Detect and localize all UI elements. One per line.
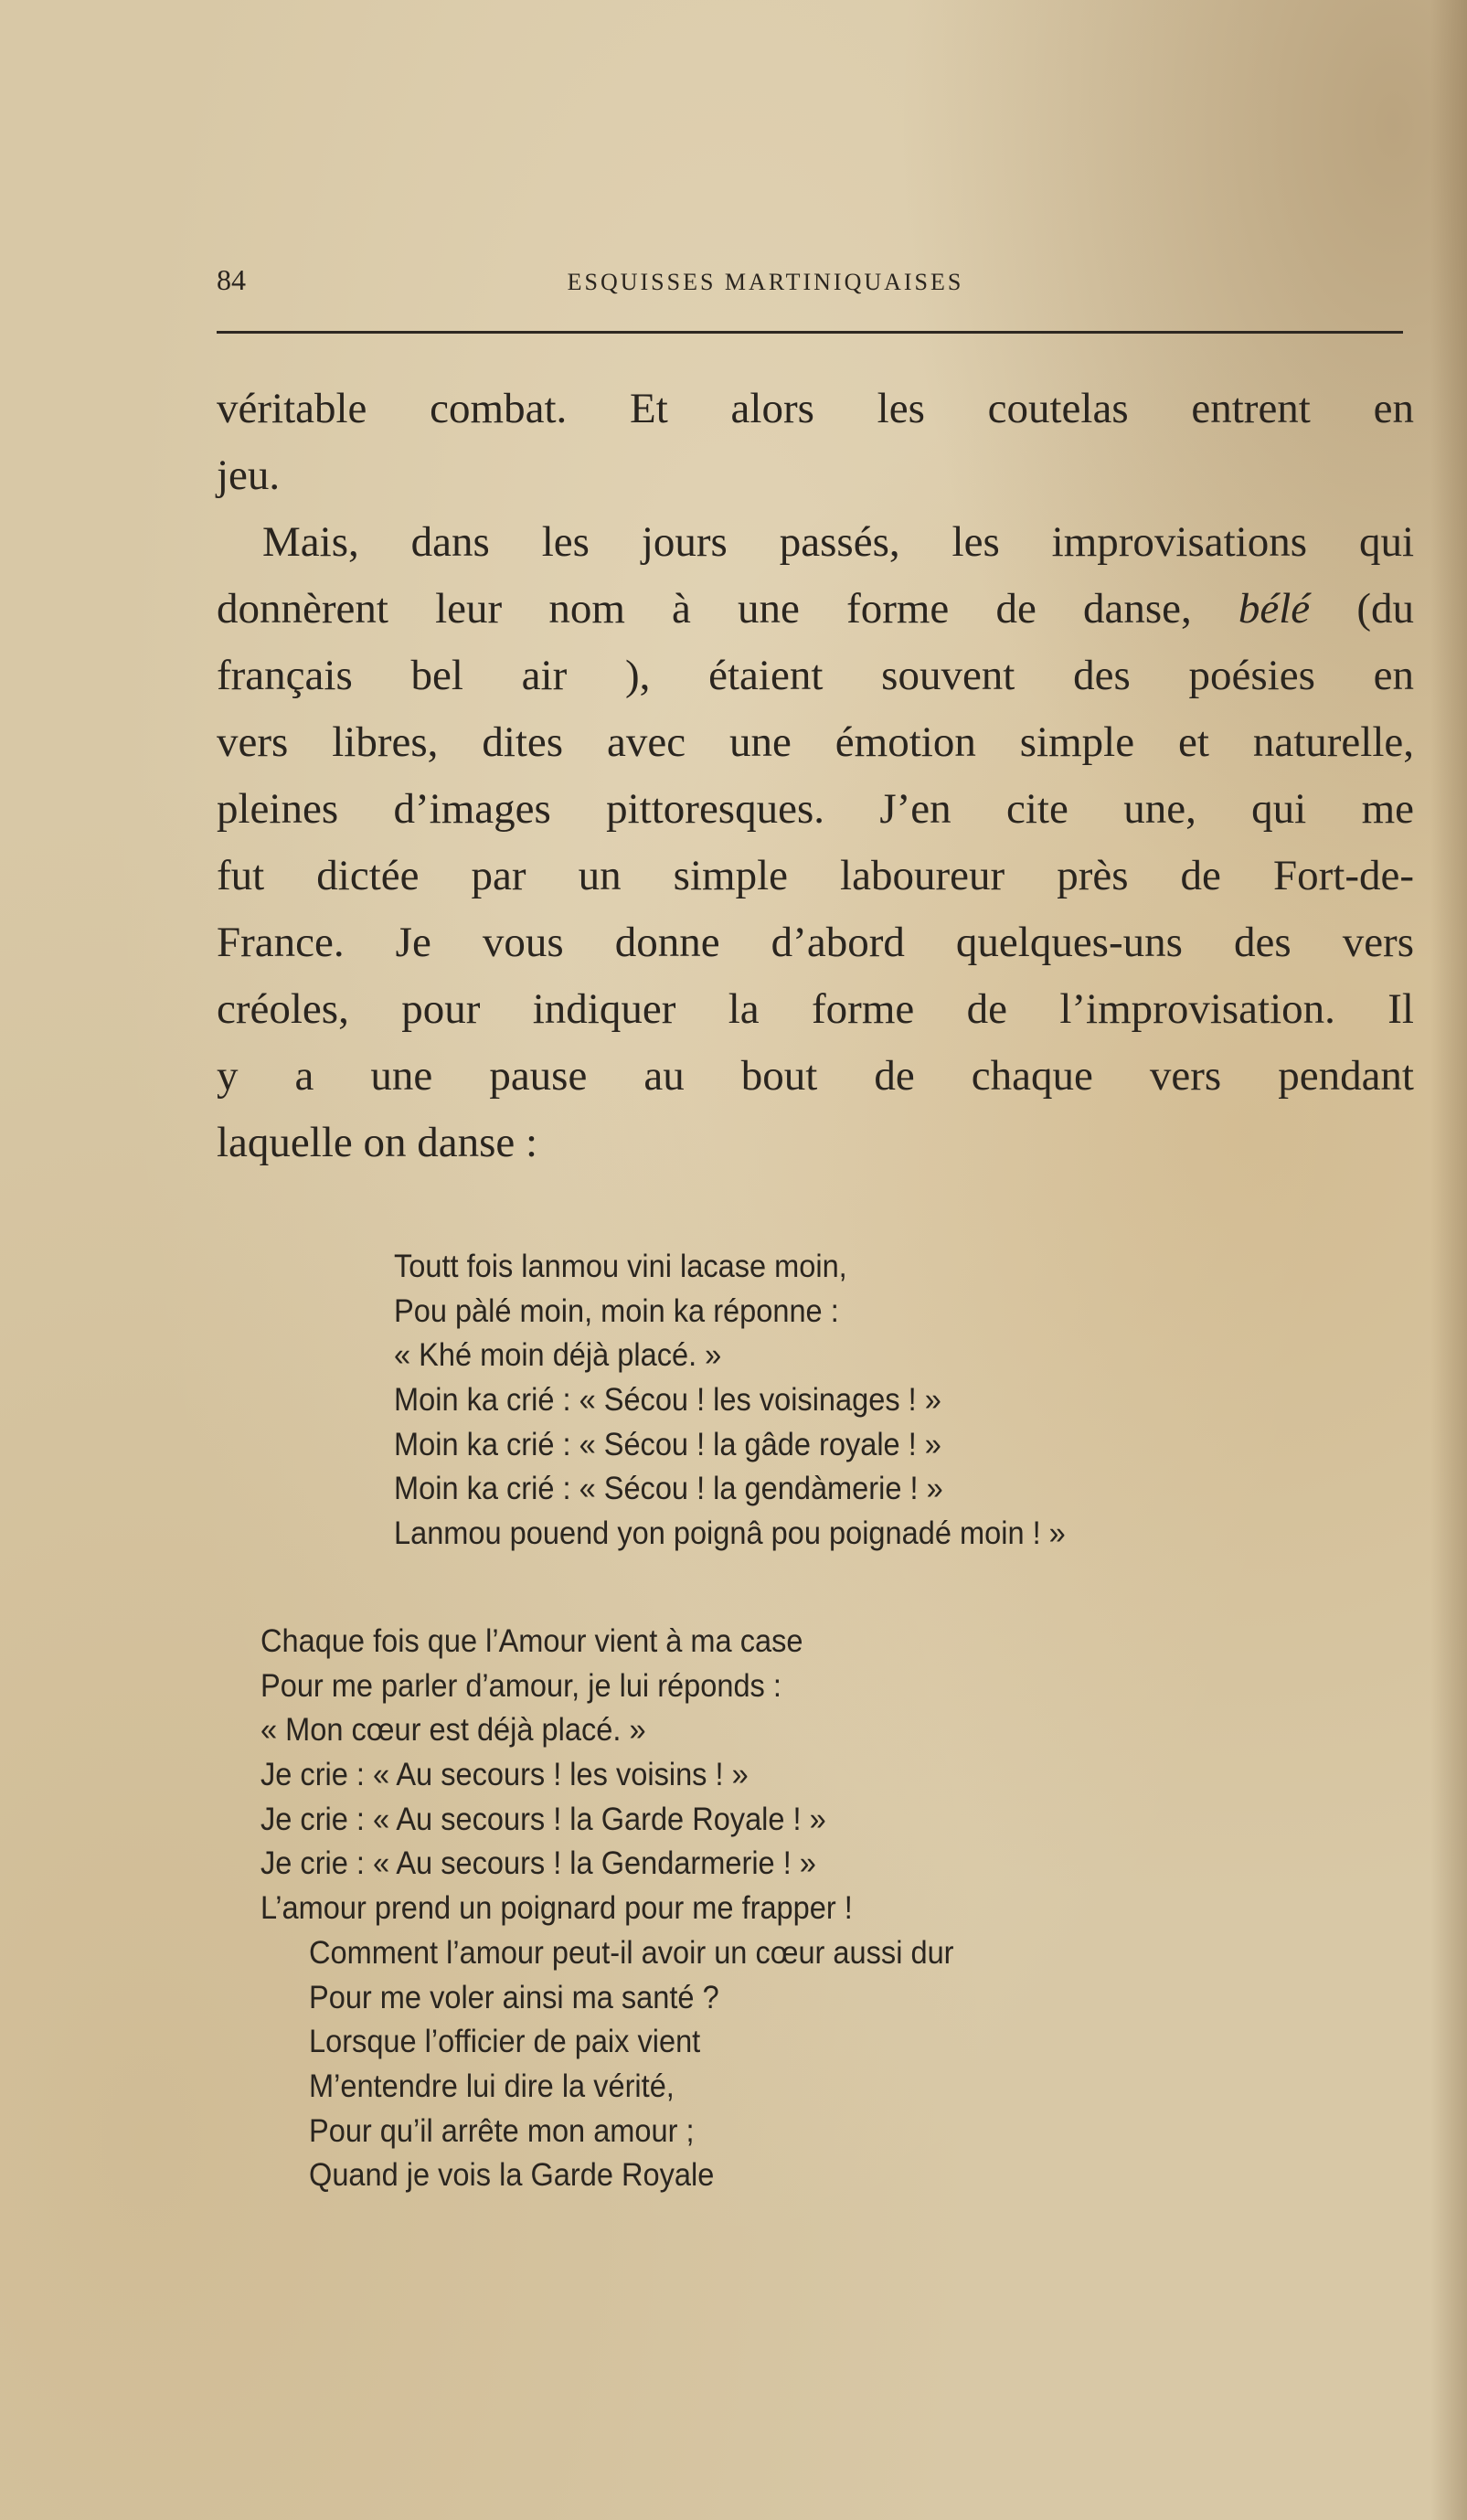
poem-line: M’entendre lui dire la vérité, bbox=[309, 2068, 675, 2104]
prose-line: créoles, pour indiquer la forme de l’improvisation. Il bbox=[217, 985, 1414, 1033]
poem-line: Pour me voler ainsi ma santé ? bbox=[309, 1979, 719, 2015]
poem-line: Lorsque l’officier de paix vient bbox=[309, 2024, 701, 2060]
poem-line: Moin ka crié : « Sécou ! les voisinages ! » bbox=[394, 1382, 941, 1419]
prose-line bbox=[217, 576, 1414, 643]
poem-line: Quand je vois la Garde Royale bbox=[309, 2157, 715, 2194]
prose-line: français bel air ), étaient souvent des poésies en bbox=[217, 652, 1414, 699]
poem-line: « Mon cœur est déjà placé. » bbox=[260, 1712, 646, 1749]
poem-line: Je crie : « Au secours ! les voisins ! » bbox=[260, 1757, 749, 1793]
poem-line: Pour qu’il arrête mon amour ; bbox=[309, 2112, 695, 2149]
prose-body bbox=[217, 376, 1414, 1176]
running-title: ESQUISSES MARTINIQUAISES bbox=[567, 269, 964, 295]
prose-line: France. Je vous donne d’abord quelques-uns des vers bbox=[217, 919, 1414, 966]
poem-line: Comment l’amour peut-il avoir un cœur aussi dur bbox=[309, 1934, 954, 1971]
poem-line: L’amour prend un poignard pour me frapper ! bbox=[260, 1890, 853, 1927]
header-rule bbox=[217, 331, 1403, 334]
poem-line: Je crie : « Au secours ! la Garde Royale ! » bbox=[260, 1801, 826, 1837]
prose-line: véritable combat. Et alors les coutelas entrent en bbox=[217, 385, 1414, 432]
page-number: 84 bbox=[217, 263, 246, 296]
poem-line: Pour me parler d’amour, je lui réponds : bbox=[260, 1667, 781, 1704]
prose-text: (du bbox=[1310, 585, 1414, 633]
poem-line: « Khé moin déjà placé. » bbox=[394, 1337, 722, 1374]
prose-text: donnèrent leur nom à une forme de danse, bbox=[217, 585, 1238, 633]
poem-line: Pou pàlé moin, moin ka réponne : bbox=[394, 1292, 839, 1329]
prose-line: laquelle on danse : bbox=[217, 1119, 538, 1166]
prose-line: y a une pause au bout de chaque vers pendant bbox=[217, 1052, 1414, 1100]
creole-poem bbox=[394, 1245, 1066, 1557]
prose-line: fut dictée par un simple laboureur près de Fort-de- bbox=[217, 852, 1414, 899]
prose-line: jeu. bbox=[217, 452, 281, 499]
italic-term: bélé bbox=[1238, 585, 1311, 633]
prose-line: pleines d’images pittoresques. J’en cite une, qui me bbox=[217, 785, 1414, 833]
prose-line: Mais, dans les jours passés, les improvisations qui bbox=[262, 518, 1414, 566]
prose-line: vers libres, dites avec une émotion simple et naturelle, bbox=[217, 718, 1414, 766]
poem-line: Moin ka crié : « Sécou ! la gendàmerie ! » bbox=[394, 1471, 943, 1507]
french-translation bbox=[260, 1620, 954, 2198]
poem-line: Lanmou pouend yon poignâ pou poignadé moin ! » bbox=[394, 1515, 1066, 1552]
poem-line: Moin ka crié : « Sécou ! la gâde royale ! » bbox=[394, 1426, 941, 1462]
poem-line: Chaque fois que l’Amour vient à ma case bbox=[260, 1623, 803, 1659]
poem-line: Toutt fois lanmou vini lacase moin, bbox=[394, 1249, 847, 1284]
poem-line: Je crie : « Au secours ! la Gendarmerie ! » bbox=[260, 1845, 816, 1882]
page-edge-shadow bbox=[1430, 0, 1467, 2520]
